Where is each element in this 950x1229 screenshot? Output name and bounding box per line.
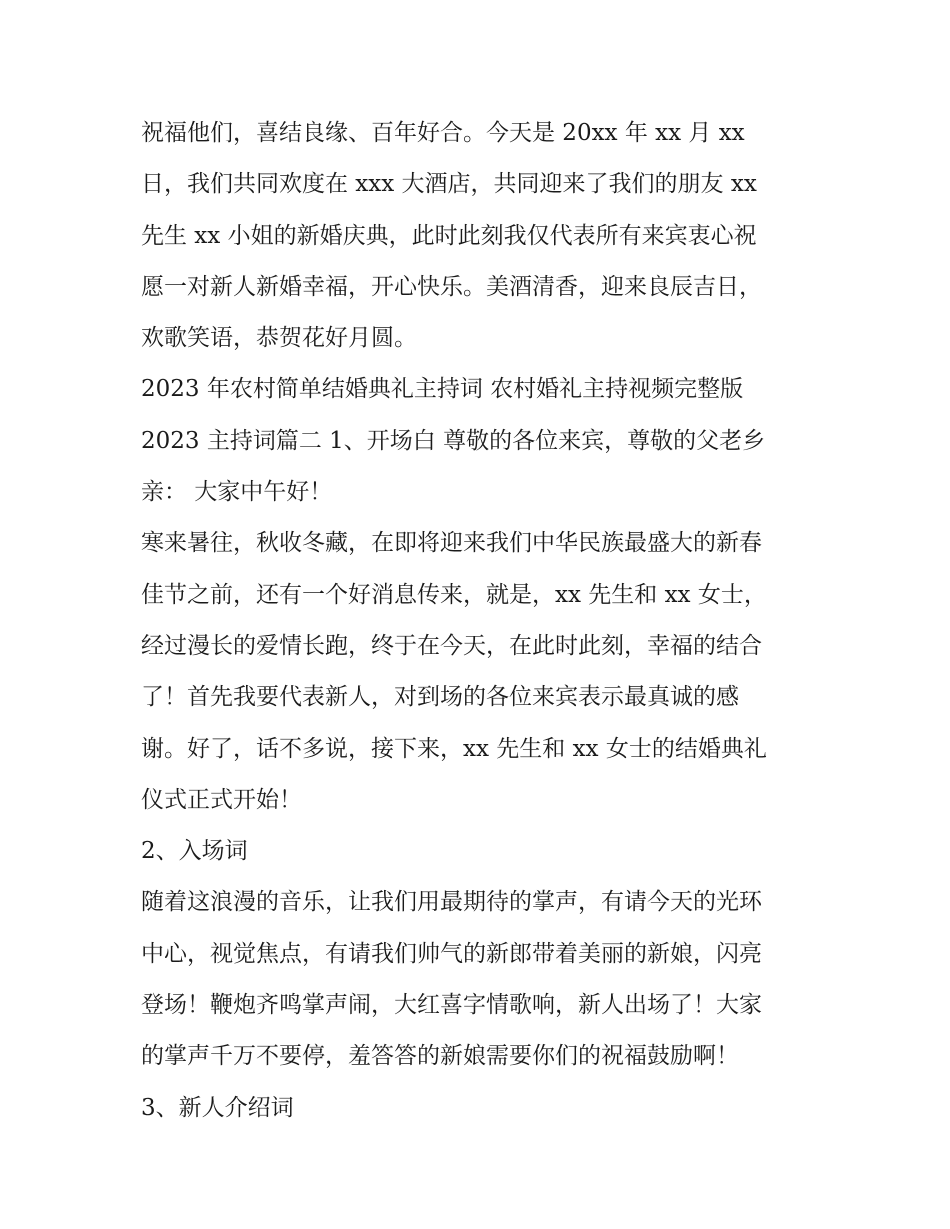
text-line: 寒来暑往，秋收冬藏，在即将迎来我们中华民族最盛大的新春 bbox=[141, 530, 762, 557]
text-line: 2023 年农村简单结婚典礼主持词 农村婚礼主持视频完整版 bbox=[141, 376, 744, 403]
section-heading: 3、新人介绍词 bbox=[141, 1094, 294, 1121]
text-line: 2023 主持词篇二 1、开场白 尊敬的各位来宾，尊敬的父老乡 bbox=[141, 427, 766, 454]
text-line: 随着这浪漫的音乐，让我们用最期待的掌声，有请今天的光环 bbox=[141, 889, 762, 916]
text-line: 日，我们共同欢度在 xxx 大酒店，共同迎来了我们的朋友 xx bbox=[141, 171, 757, 198]
text-line: 亲： 大家中午好！ bbox=[141, 479, 333, 506]
text-line: 仪式正式开始！ bbox=[141, 786, 302, 813]
document-body bbox=[141, 108, 831, 1134]
section-heading: 2、入场词 bbox=[141, 838, 248, 865]
text-line: 祝福他们，喜结良缘、百年好合。今天是 20xx 年 xx 月 xx bbox=[141, 120, 745, 146]
text-line: 谢。好了，话不多说，接下来，xx 先生和 xx 女士的结婚典礼 bbox=[141, 735, 767, 762]
text-line: 了！首先我要代表新人，对到场的各位来宾表示最真诚的感 bbox=[141, 684, 739, 711]
text-line: 经过漫长的爱情长跑，终于在今天，在此时此刻，幸福的结合 bbox=[141, 632, 762, 659]
text-line: 佳节之前，还有一个好消息传来，就是，xx 先生和 xx 女士， bbox=[141, 581, 767, 608]
text-line: 先生 xx 小姐的新婚庆典，此时此刻我仅代表所有来宾衷心祝 bbox=[141, 222, 757, 249]
text-line: 的掌声千万不要停，羞答答的新娘需要你们的祝福鼓励啊！ bbox=[141, 1043, 739, 1070]
text-line: 登场！鞭炮齐鸣掌声闹，大红喜字情歌响，新人出场了！大家 bbox=[141, 992, 762, 1019]
text-line: 欢歌笑语，恭贺花好月圆。 bbox=[141, 325, 417, 352]
text-line: 中心，视觉焦点，有请我们帅气的新郎带着美丽的新娘，闪亮 bbox=[141, 940, 762, 967]
text-line: 愿一对新人新婚幸福，开心快乐。美酒清香，迎来良辰吉日， bbox=[141, 273, 762, 300]
